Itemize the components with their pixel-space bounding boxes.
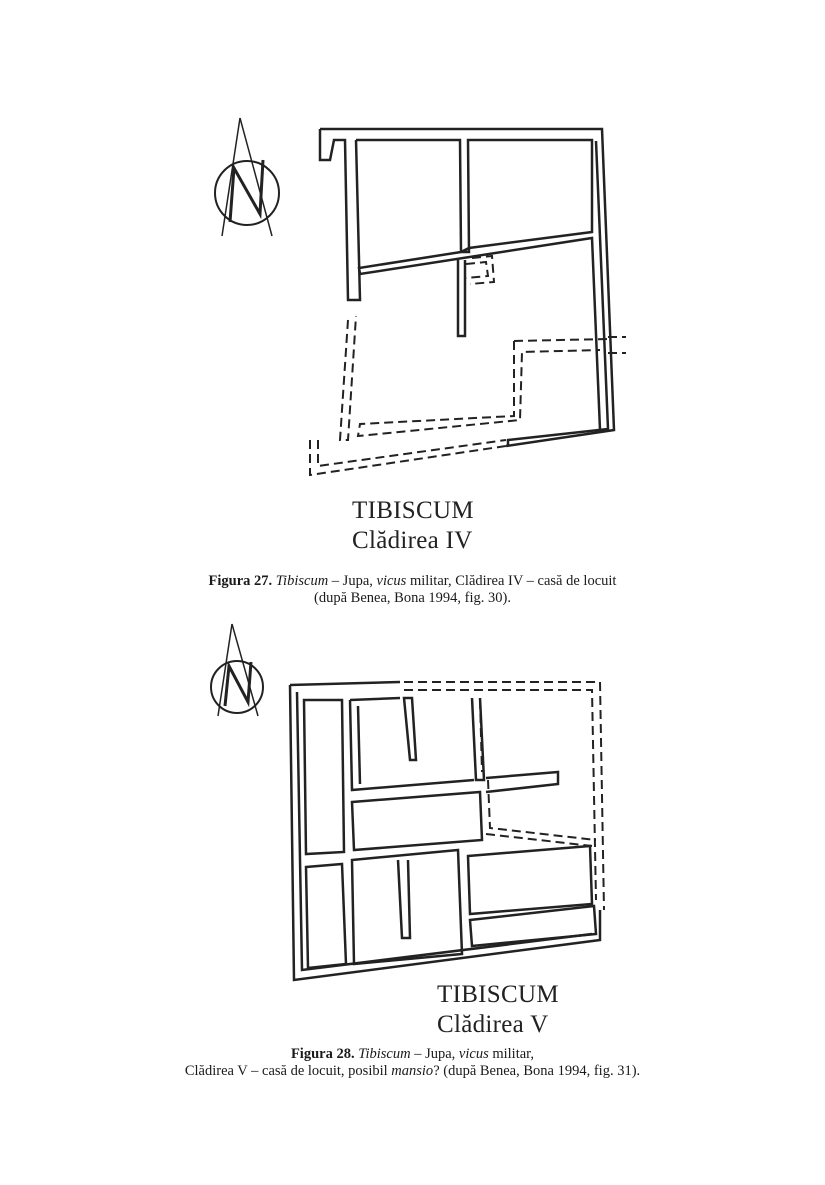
caption-site: Tibiscum — [358, 1046, 411, 1062]
caption-line2: (după Benea, Bona 1994, fig. 30). — [314, 590, 511, 606]
caption-text: militar, — [488, 1046, 535, 1062]
plan-title-line2: Clădirea IV — [352, 527, 473, 554]
caption-vicus: vicus — [458, 1046, 489, 1062]
figure-caption — [0, 573, 825, 607]
dashed-walls — [310, 256, 626, 475]
caption-site: Tibiscum — [275, 573, 329, 589]
caption-text: – Jupa, — [328, 573, 377, 589]
plan-title — [437, 980, 559, 1040]
figure-28 — [0, 620, 825, 1185]
caption-vicus: vicus — [376, 573, 407, 589]
caption-label: Figura 28. — [290, 1046, 355, 1062]
caption-line1 — [0, 1046, 825, 1063]
caption-mansio: mansio — [391, 1063, 434, 1079]
caption-line2 — [0, 1063, 825, 1080]
plan-title-line1: TIBISCUM — [437, 981, 559, 1008]
caption-line1 — [0, 573, 825, 590]
north-arrow-icon — [211, 624, 263, 716]
plan-title-line2: Clădirea V — [437, 1011, 549, 1038]
north-arrow-icon — [215, 118, 279, 236]
plan-title-line1: TIBISCUM — [352, 497, 474, 524]
solid-walls — [290, 682, 600, 980]
plan-title — [352, 496, 474, 556]
figure-caption — [0, 1046, 825, 1080]
building-v-plan — [0, 620, 825, 1100]
caption-text: Clădirea V – casă de locuit, posibil — [184, 1063, 392, 1079]
solid-walls — [320, 129, 614, 446]
caption-text: ? (după Benea, Bona 1994, fig. 31). — [433, 1063, 641, 1079]
caption-text: militar, Clădirea IV – casă de locuit — [406, 573, 617, 589]
caption-label: Figura 27. — [208, 573, 273, 589]
caption-text: – Jupa, — [410, 1046, 459, 1062]
